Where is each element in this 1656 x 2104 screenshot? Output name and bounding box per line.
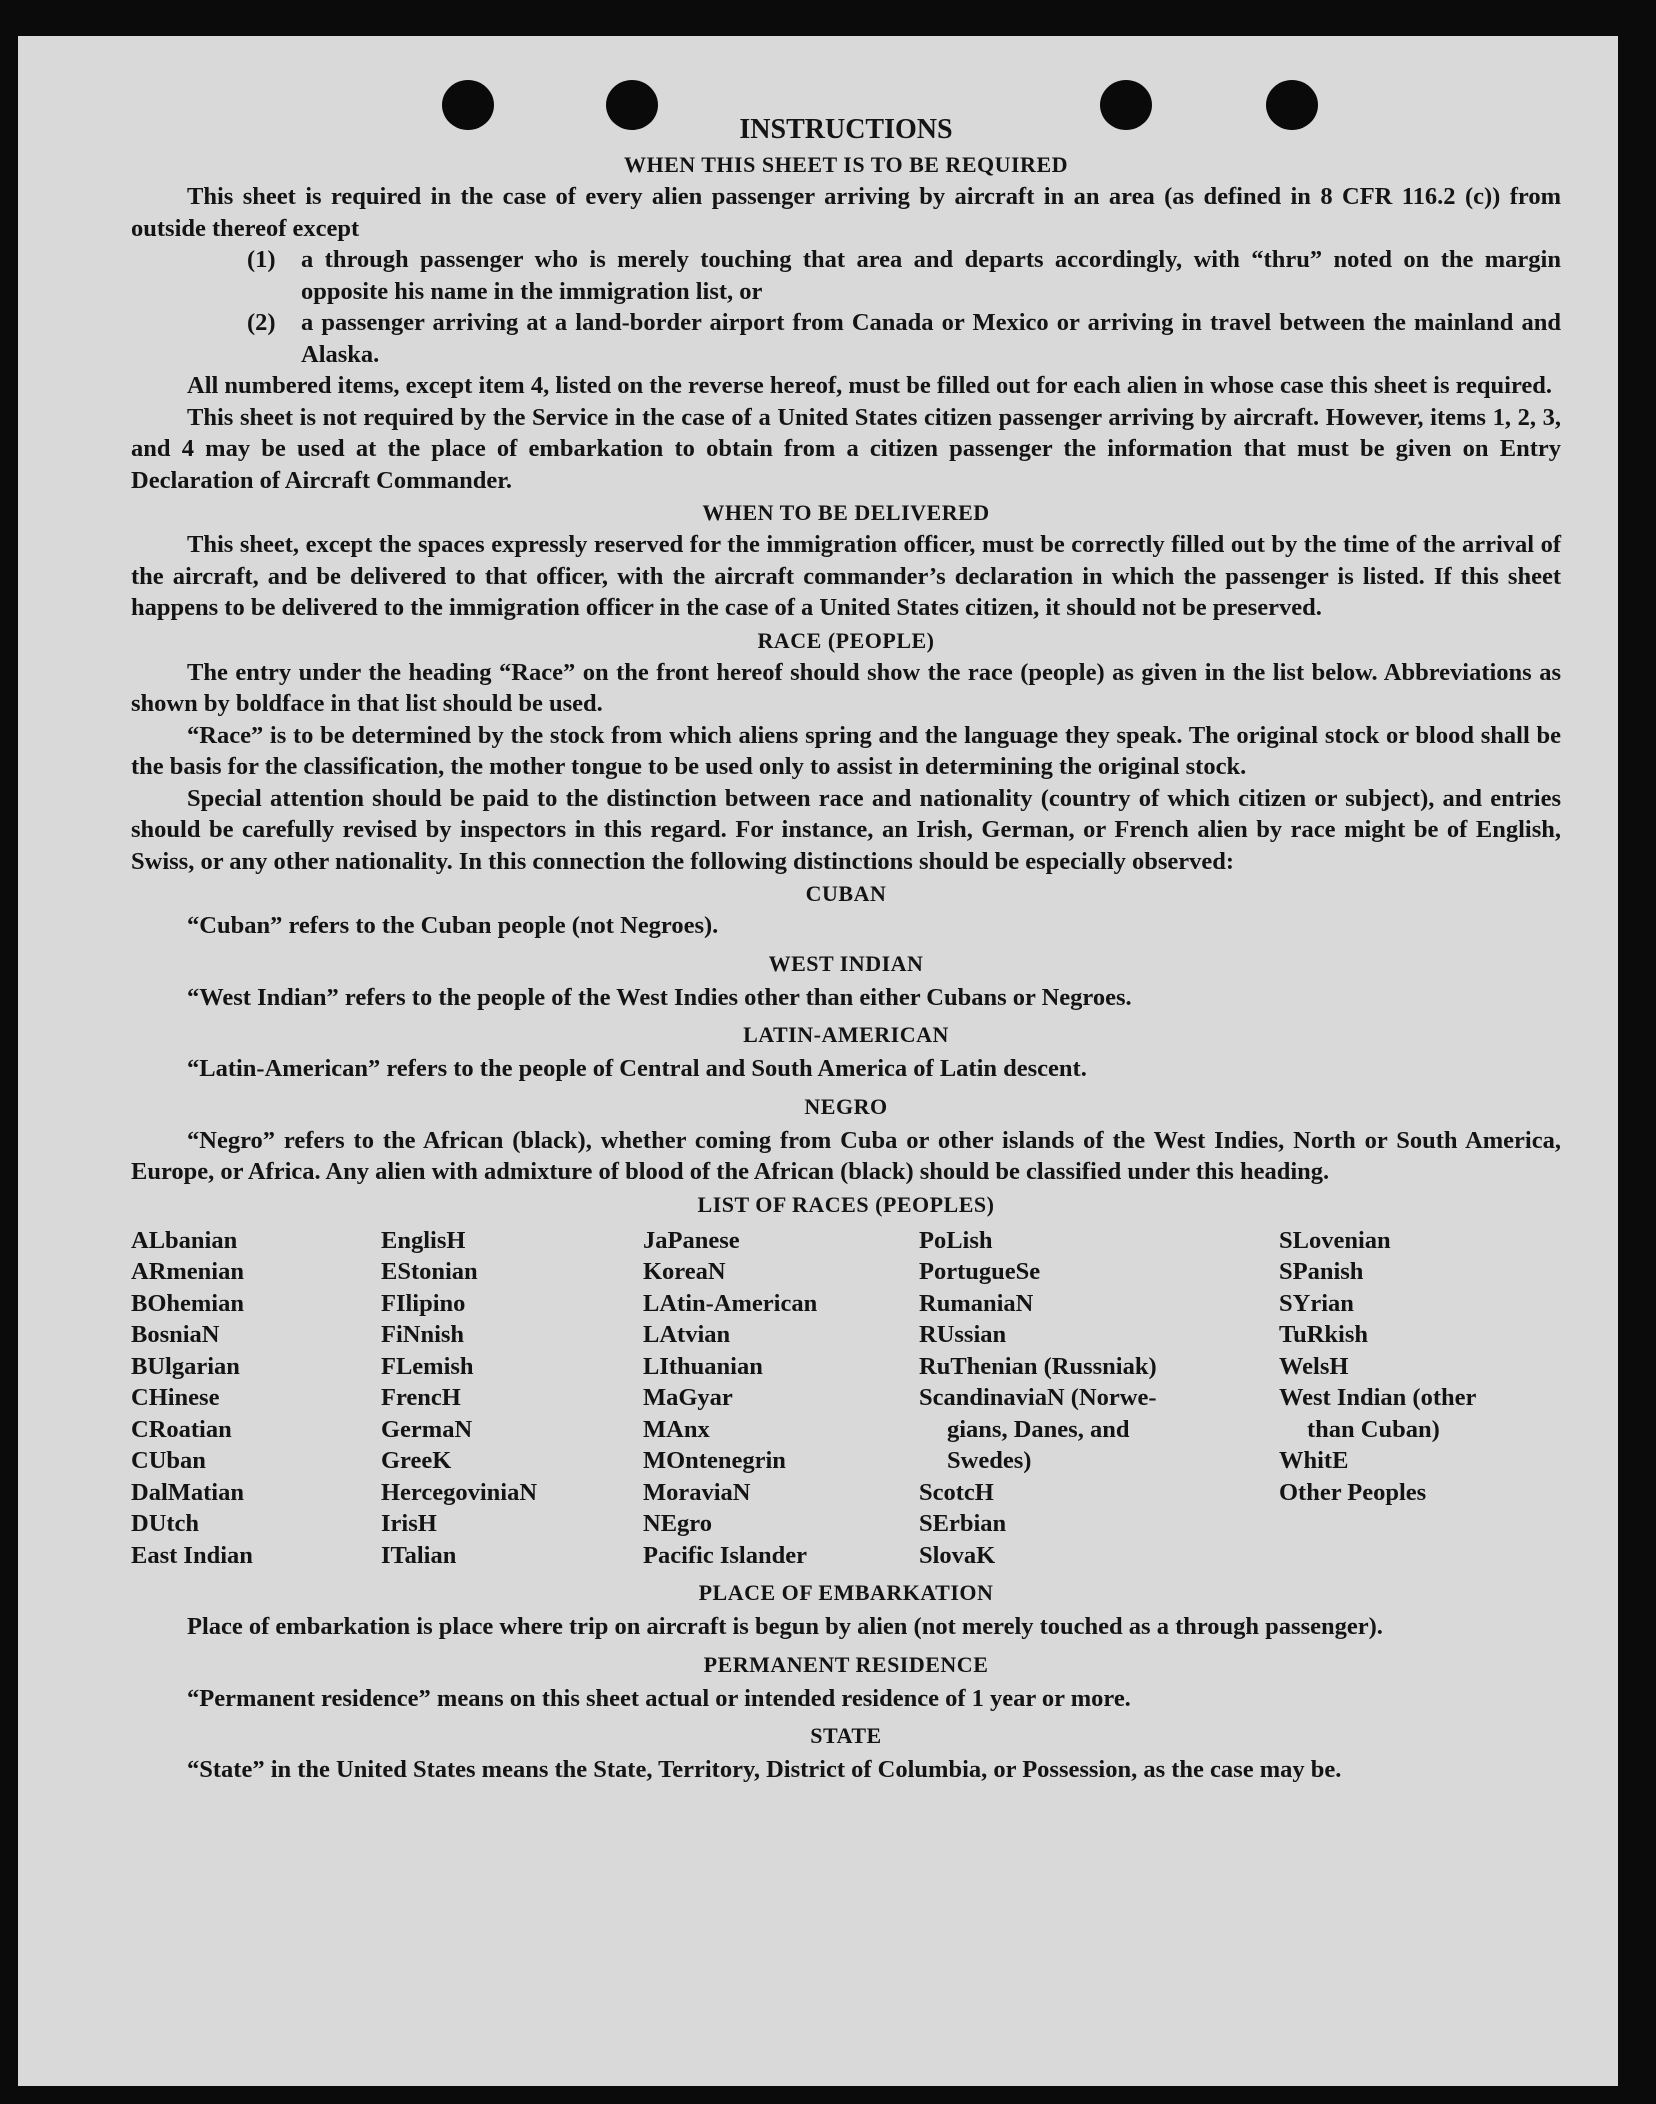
races-table bbox=[131, 1225, 1561, 1572]
races-column bbox=[381, 1225, 643, 1572]
race-entry: RumaniaN bbox=[919, 1289, 1034, 1317]
race-entry: Swedes) bbox=[947, 1447, 1032, 1474]
paragraph: Special attention should be paid to the distinction between race and nationality (country of which citizen or subject), and entries should be carefully revised by inspectors in this regard. For instance, an Irish, German, or French alien by race might be of English, Swiss, or any other nationality. In this connection the following distinctions should be especially observed: bbox=[131, 784, 1561, 875]
list-item bbox=[247, 244, 1561, 307]
item-number: (1) bbox=[247, 246, 276, 273]
paragraph: “Permanent residence” means on this sheet actual or intended residence of 1 year or more. bbox=[187, 1684, 1131, 1712]
paragraph: Place of embarkation is place where trip on aircraft is begun by alien (not merely touched as a through passenger). bbox=[187, 1613, 1383, 1640]
section-heading-race: RACE (PEOPLE) bbox=[757, 627, 935, 653]
race-entry: MaGyar bbox=[643, 1384, 733, 1411]
page-title: INSTRUCTIONS bbox=[739, 114, 953, 145]
race-entry: RuThenian (Russniak) bbox=[919, 1352, 1157, 1380]
section-heading-cuban: CUBAN bbox=[805, 881, 887, 906]
race-entry: JaPanese bbox=[643, 1226, 740, 1254]
item-number: (2) bbox=[247, 309, 276, 336]
race-entry: ScandinaviaN (Norwe- bbox=[919, 1384, 1157, 1411]
paragraph: The entry under the heading “Race” on the front hereof should show the race (people) as given in the list below. Abbreviations as shown by boldface in that list should be used. bbox=[131, 658, 1561, 717]
item-text: a passenger arriving at a land-border airport from Canada or Mexico or arriving in travel between the mainland and Alaska. bbox=[301, 309, 1561, 368]
race-entry: BUlgarian bbox=[131, 1352, 240, 1380]
race-entry: CHinese bbox=[131, 1384, 220, 1411]
race-entry: GreeK bbox=[381, 1447, 452, 1474]
race-entry: SErbian bbox=[919, 1510, 1007, 1537]
race-entry: East Indian bbox=[131, 1541, 253, 1569]
race-entry: IrisH bbox=[381, 1510, 437, 1537]
race-entry: DUtch bbox=[131, 1510, 200, 1537]
instructions-content bbox=[131, 112, 1561, 1786]
list-item bbox=[247, 307, 1561, 370]
race-entry: SlovaK bbox=[919, 1541, 996, 1569]
paragraph: This sheet is required in the case of every alien passenger arriving by aircraft in an area (as defined in 8 CFR 116.2 (c)) from outside thereof except bbox=[131, 183, 1561, 242]
races-column bbox=[643, 1225, 919, 1572]
race-entry: FrencH bbox=[381, 1384, 461, 1411]
race-entry: FiNnish bbox=[381, 1321, 465, 1348]
section-heading-latin-american: LATIN-AMERICAN bbox=[743, 1022, 949, 1047]
paragraph: All numbered items, except item 4, listed on the reverse hereof, must be filled out for each alien in whose case this sheet is required. bbox=[187, 372, 1553, 399]
section-heading-races-list: LIST OF RACES (PEOPLES) bbox=[697, 1191, 995, 1217]
race-entry: MOntenegrin bbox=[643, 1447, 786, 1474]
race-entry: FLemish bbox=[381, 1352, 474, 1380]
race-entry: KoreaN bbox=[643, 1258, 726, 1285]
race-entry: ARmenian bbox=[131, 1258, 244, 1285]
section-heading-required: WHEN THIS SHEET IS TO BE REQUIRED bbox=[623, 152, 1069, 177]
race-entry: ALbanian bbox=[131, 1226, 238, 1254]
section-heading-state: STATE bbox=[810, 1723, 882, 1748]
race-entry: SPanish bbox=[1279, 1258, 1364, 1285]
race-entry: LIthuanian bbox=[643, 1352, 763, 1380]
race-entry: ScotcH bbox=[919, 1478, 994, 1506]
race-entry: CUban bbox=[131, 1447, 206, 1474]
race-entry: FIlipino bbox=[381, 1289, 466, 1317]
race-entry: SLovenian bbox=[1279, 1226, 1391, 1254]
race-entry: LAtvian bbox=[643, 1321, 731, 1348]
race-entry: PortugueSe bbox=[919, 1258, 1041, 1285]
race-entry: CRoatian bbox=[131, 1415, 232, 1443]
paragraph: “Latin-American” refers to the people of Central and South America of Latin descent. bbox=[187, 1055, 1087, 1082]
paragraph: “Cuban” refers to the Cuban people (not Negroes). bbox=[187, 912, 719, 939]
race-entry: MoraviaN bbox=[643, 1478, 751, 1506]
race-entry: NEgro bbox=[643, 1510, 712, 1537]
paragraph: “State” in the United States means the State, Territory, District of Columbia, or Possession, as the case may be. bbox=[187, 1756, 1342, 1783]
section-heading-negro: NEGRO bbox=[804, 1093, 888, 1119]
races-column bbox=[919, 1225, 1279, 1572]
race-entry: Pacific Islander bbox=[643, 1541, 807, 1569]
race-entry: SYrian bbox=[1279, 1289, 1354, 1317]
race-entry: Other Peoples bbox=[1279, 1478, 1427, 1506]
race-entry: WelsH bbox=[1279, 1352, 1349, 1380]
race-entry: EStonian bbox=[381, 1258, 478, 1285]
race-entry: GermaN bbox=[381, 1415, 473, 1443]
item-text: a through passenger who is merely touching that area and departs accordingly, with “thru” noted on the margin opposite his name in the immigration list, or bbox=[301, 246, 1561, 305]
race-entry: MAnx bbox=[643, 1415, 710, 1443]
race-entry: LAtin-American bbox=[643, 1289, 818, 1317]
race-entry: West Indian (other bbox=[1279, 1384, 1477, 1411]
section-heading-west-indian: WEST INDIAN bbox=[768, 950, 924, 976]
race-entry: DalMatian bbox=[131, 1478, 244, 1506]
race-entry: BOhemian bbox=[131, 1289, 244, 1317]
paragraph: “Race” is to be determined by the stock from which aliens spring and the language they speak. The original stock or blood shall be the basis for the classification, the mother tongue to be used only to assist in determining the original stock. bbox=[131, 721, 1561, 780]
race-entry: EnglisH bbox=[381, 1226, 466, 1254]
race-entry: TuRkish bbox=[1279, 1321, 1369, 1348]
races-column bbox=[131, 1225, 381, 1572]
race-entry: WhitE bbox=[1279, 1447, 1349, 1474]
race-entry: BosniaN bbox=[131, 1321, 220, 1348]
race-entry: ITalian bbox=[381, 1541, 457, 1569]
paragraph: This sheet is not required by the Service in the case of a United States citizen passenger arriving by aircraft. However, items 1, 2, 3, and 4 may be used at the place of embarkation to obtain from a citizen passenger the information that must be given on Entry Declaration of Aircraft Commander. bbox=[131, 403, 1561, 494]
race-entry: PoLish bbox=[919, 1226, 993, 1254]
section-heading-residence: PERMANENT RESIDENCE bbox=[703, 1651, 989, 1677]
section-heading-delivered: WHEN TO BE DELIVERED bbox=[702, 500, 990, 525]
race-entry: than Cuban) bbox=[1307, 1415, 1440, 1443]
section-heading-embarkation: PLACE OF EMBARKATION bbox=[698, 1580, 994, 1605]
paragraph: This sheet, except the spaces expressly reserved for the immigration officer, must be correctly filled out by the time of the arrival of the aircraft, and be delivered to that officer, with the aircraft commander’s declaration in which the passenger is listed. If this sheet happens to be delivered to the immigration officer in the case of a United States citizen, it should not be preserved. bbox=[131, 531, 1561, 621]
paragraph: “Negro” refers to the African (black), whether coming from Cuba or other islands of the West Indies, North or South America, Europe, or Africa. Any alien with admixture of blood of the African (black) should be classified under this heading. bbox=[131, 1126, 1561, 1185]
race-entry: gians, Danes, and bbox=[947, 1415, 1130, 1443]
document-page bbox=[18, 36, 1618, 2086]
race-entry: RUssian bbox=[919, 1321, 1007, 1348]
paragraph: “West Indian” refers to the people of the West Indies other than either Cubans or Negroes. bbox=[187, 983, 1132, 1011]
races-column bbox=[1279, 1225, 1529, 1572]
race-entry: HercegoviniaN bbox=[381, 1478, 538, 1506]
